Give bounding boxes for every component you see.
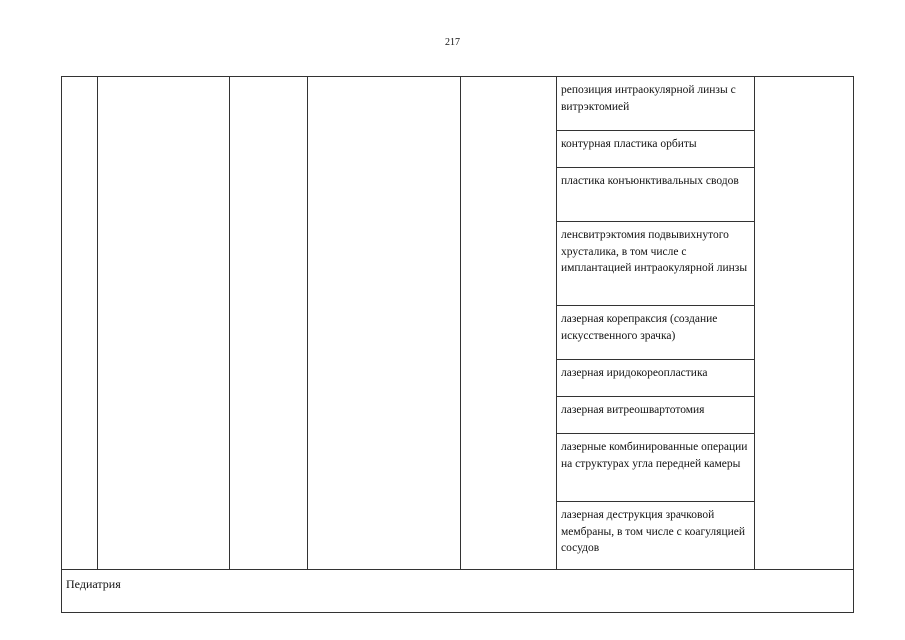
procedure-cell: лазерная иридокореопластика: [557, 360, 755, 397]
procedure-cell: ленсвитрэктомия подвывихнутого хрусталика, в том числе с имплантацией интраокулярной линзы: [557, 222, 755, 306]
table-cell-empty: [98, 77, 230, 570]
table-cell-empty: [230, 77, 308, 570]
procedure-cell: лазерная деструкция зрачковой мембраны, в том числе с коагуляцией сосудов: [557, 502, 755, 570]
document-table: [61, 76, 854, 613]
table-row: [62, 77, 854, 131]
procedure-cell: контурная пластика орбиты: [557, 131, 755, 168]
table-cell-empty: [755, 77, 854, 570]
table-cell-empty: [308, 77, 461, 570]
procedure-cell: пластика конъюнктивальных сводов: [557, 168, 755, 222]
procedure-cell: лазерные комбинированные операции на структурах угла передней камеры: [557, 434, 755, 502]
section-label: Педиатрия: [62, 570, 854, 613]
table-cell-empty: [62, 77, 98, 570]
procedure-cell: лазерная корепраксия (создание искусственного зрачка): [557, 306, 755, 360]
page-number: 217: [445, 37, 460, 48]
table-row: [62, 570, 854, 613]
procedure-cell: репозиция интраокулярной линзы с витрэктомией: [557, 77, 755, 131]
table-cell-empty: [461, 77, 557, 570]
procedure-cell: лазерная витреошвартотомия: [557, 397, 755, 434]
